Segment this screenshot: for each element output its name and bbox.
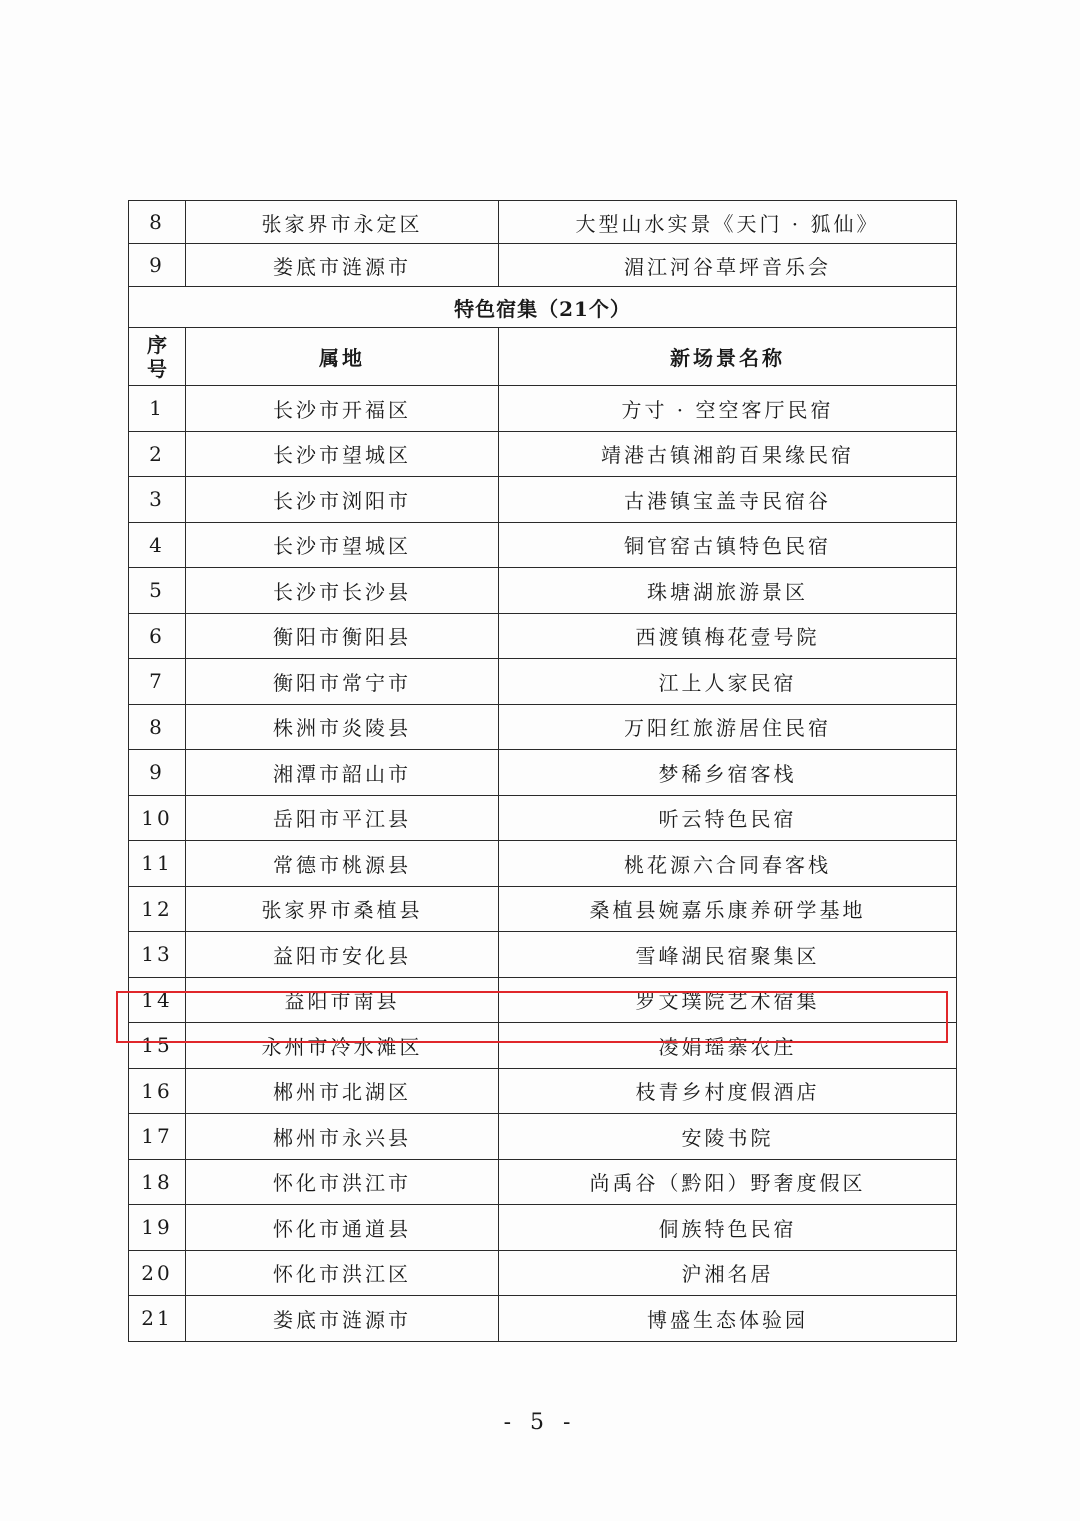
scene-name-cell: 凌娟瑶寨农庄 <box>499 1023 957 1069</box>
table-row <box>129 431 957 477</box>
scene-name-cell: 侗族特色民宿 <box>499 1205 957 1251</box>
table-row <box>129 1023 957 1069</box>
table-row <box>129 841 957 887</box>
scene-name-cell: 安陵书院 <box>499 1114 957 1160</box>
scene-name-cell: 博盛生态体验园 <box>499 1296 957 1342</box>
seq-cell: 5 <box>129 568 186 614</box>
table-row <box>129 477 957 523</box>
seq-header <box>129 328 186 386</box>
seq-cell: 2 <box>129 431 186 477</box>
table-row <box>129 750 957 796</box>
seq-cell: 20 <box>129 1250 186 1296</box>
seq-cell: 12 <box>129 886 186 932</box>
table-row <box>129 886 957 932</box>
seq-cell: 11 <box>129 841 186 887</box>
location-cell: 长沙市开福区 <box>186 386 499 432</box>
table-row <box>129 386 957 432</box>
scene-name-cell: 桑植县婉嘉乐康养研学基地 <box>499 886 957 932</box>
table-row <box>129 1159 957 1205</box>
location-cell: 张家界市桑植县 <box>186 886 499 932</box>
location-cell: 永州市冷水滩区 <box>186 1023 499 1069</box>
table-row <box>129 201 957 244</box>
location-cell: 益阳市南县 <box>186 977 499 1023</box>
page-number: - 5 - <box>503 1410 577 1435</box>
scene-name-cell: 尚禹谷（黔阳）野奢度假区 <box>499 1159 957 1205</box>
location-cell: 岳阳市平江县 <box>186 795 499 841</box>
table-row <box>129 932 957 978</box>
table-row <box>129 659 957 705</box>
table-row <box>129 244 957 287</box>
table-row <box>129 1068 957 1114</box>
seq-cell: 13 <box>129 932 186 978</box>
seq-cell: 17 <box>129 1114 186 1160</box>
seq-cell: 4 <box>129 522 186 568</box>
scene-name-cell: 靖港古镇湘韵百果缘民宿 <box>499 431 957 477</box>
seq-cell: 3 <box>129 477 186 523</box>
location-cell: 怀化市洪江区 <box>186 1250 499 1296</box>
scene-name-cell: 雪峰湖民宿聚集区 <box>499 932 957 978</box>
scene-name-cell: 沪湘名居 <box>499 1250 957 1296</box>
seq-cell: 16 <box>129 1068 186 1114</box>
location-cell: 长沙市长沙县 <box>186 568 499 614</box>
seq-cell: 21 <box>129 1296 186 1342</box>
seq-cell: 10 <box>129 795 186 841</box>
seq-cell: 19 <box>129 1205 186 1251</box>
scene-name-cell: 江上人家民宿 <box>499 659 957 705</box>
location-cell: 郴州市永兴县 <box>186 1114 499 1160</box>
scene-name-cell: 方寸 · 空空客厅民宿 <box>499 386 957 432</box>
scene-name-cell: 珠塘湖旅游景区 <box>499 568 957 614</box>
location-cell: 怀化市通道县 <box>186 1205 499 1251</box>
location-cell: 常德市桃源县 <box>186 841 499 887</box>
location-cell: 长沙市望城区 <box>186 431 499 477</box>
location-cell: 长沙市望城区 <box>186 522 499 568</box>
location-cell: 娄底市涟源市 <box>186 244 499 287</box>
location-header: 属地 <box>186 328 499 386</box>
scene-table <box>128 200 957 1342</box>
location-cell: 衡阳市常宁市 <box>186 659 499 705</box>
section-title: 特色宿集（21个） <box>129 287 957 328</box>
table-row <box>129 795 957 841</box>
scene-name-cell: 罗文璞院艺术宿集 <box>499 977 957 1023</box>
scene-name-cell: 万阳红旅游居住民宿 <box>499 704 957 750</box>
seq-cell: 15 <box>129 1023 186 1069</box>
location-cell: 娄底市涟源市 <box>186 1296 499 1342</box>
location-cell: 张家界市永定区 <box>186 201 499 244</box>
header-row <box>129 328 957 386</box>
location-cell: 衡阳市衡阳县 <box>186 613 499 659</box>
seq-header-label: 序号 <box>147 332 167 381</box>
scene-name-cell: 湄江河谷草坪音乐会 <box>499 244 957 287</box>
scene-name-cell: 梦稀乡宿客栈 <box>499 750 957 796</box>
scene-name-cell: 铜官窑古镇特色民宿 <box>499 522 957 568</box>
scene-name-cell: 大型山水实景《天门 · 狐仙》 <box>499 201 957 244</box>
location-cell: 长沙市浏阳市 <box>186 477 499 523</box>
seq-cell: 6 <box>129 613 186 659</box>
seq-cell: 14 <box>129 977 186 1023</box>
scene-name-cell: 西渡镇梅花壹号院 <box>499 613 957 659</box>
table-row <box>129 1296 957 1342</box>
scene-name-cell: 枝青乡村度假酒店 <box>499 1068 957 1114</box>
table-row <box>129 568 957 614</box>
table-row <box>129 1205 957 1251</box>
seq-cell: 9 <box>129 750 186 796</box>
table-row <box>129 977 957 1023</box>
seq-cell: 9 <box>129 244 186 287</box>
table-row <box>129 1250 957 1296</box>
table-row <box>129 704 957 750</box>
location-cell: 湘潭市韶山市 <box>186 750 499 796</box>
scene-name-cell: 古港镇宝盖寺民宿谷 <box>499 477 957 523</box>
section-title-row <box>129 287 957 328</box>
seq-cell: 18 <box>129 1159 186 1205</box>
scene-name-cell: 桃花源六合同春客栈 <box>499 841 957 887</box>
seq-cell: 8 <box>129 704 186 750</box>
seq-cell: 7 <box>129 659 186 705</box>
scene-name-cell: 听云特色民宿 <box>499 795 957 841</box>
table-row <box>129 613 957 659</box>
seq-cell: 1 <box>129 386 186 432</box>
location-cell: 益阳市安化县 <box>186 932 499 978</box>
location-cell: 怀化市洪江市 <box>186 1159 499 1205</box>
location-cell: 株洲市炎陵县 <box>186 704 499 750</box>
scene-name-header: 新场景名称 <box>499 328 957 386</box>
seq-cell: 8 <box>129 201 186 244</box>
table-row <box>129 522 957 568</box>
table-row <box>129 1114 957 1160</box>
location-cell: 郴州市北湖区 <box>186 1068 499 1114</box>
